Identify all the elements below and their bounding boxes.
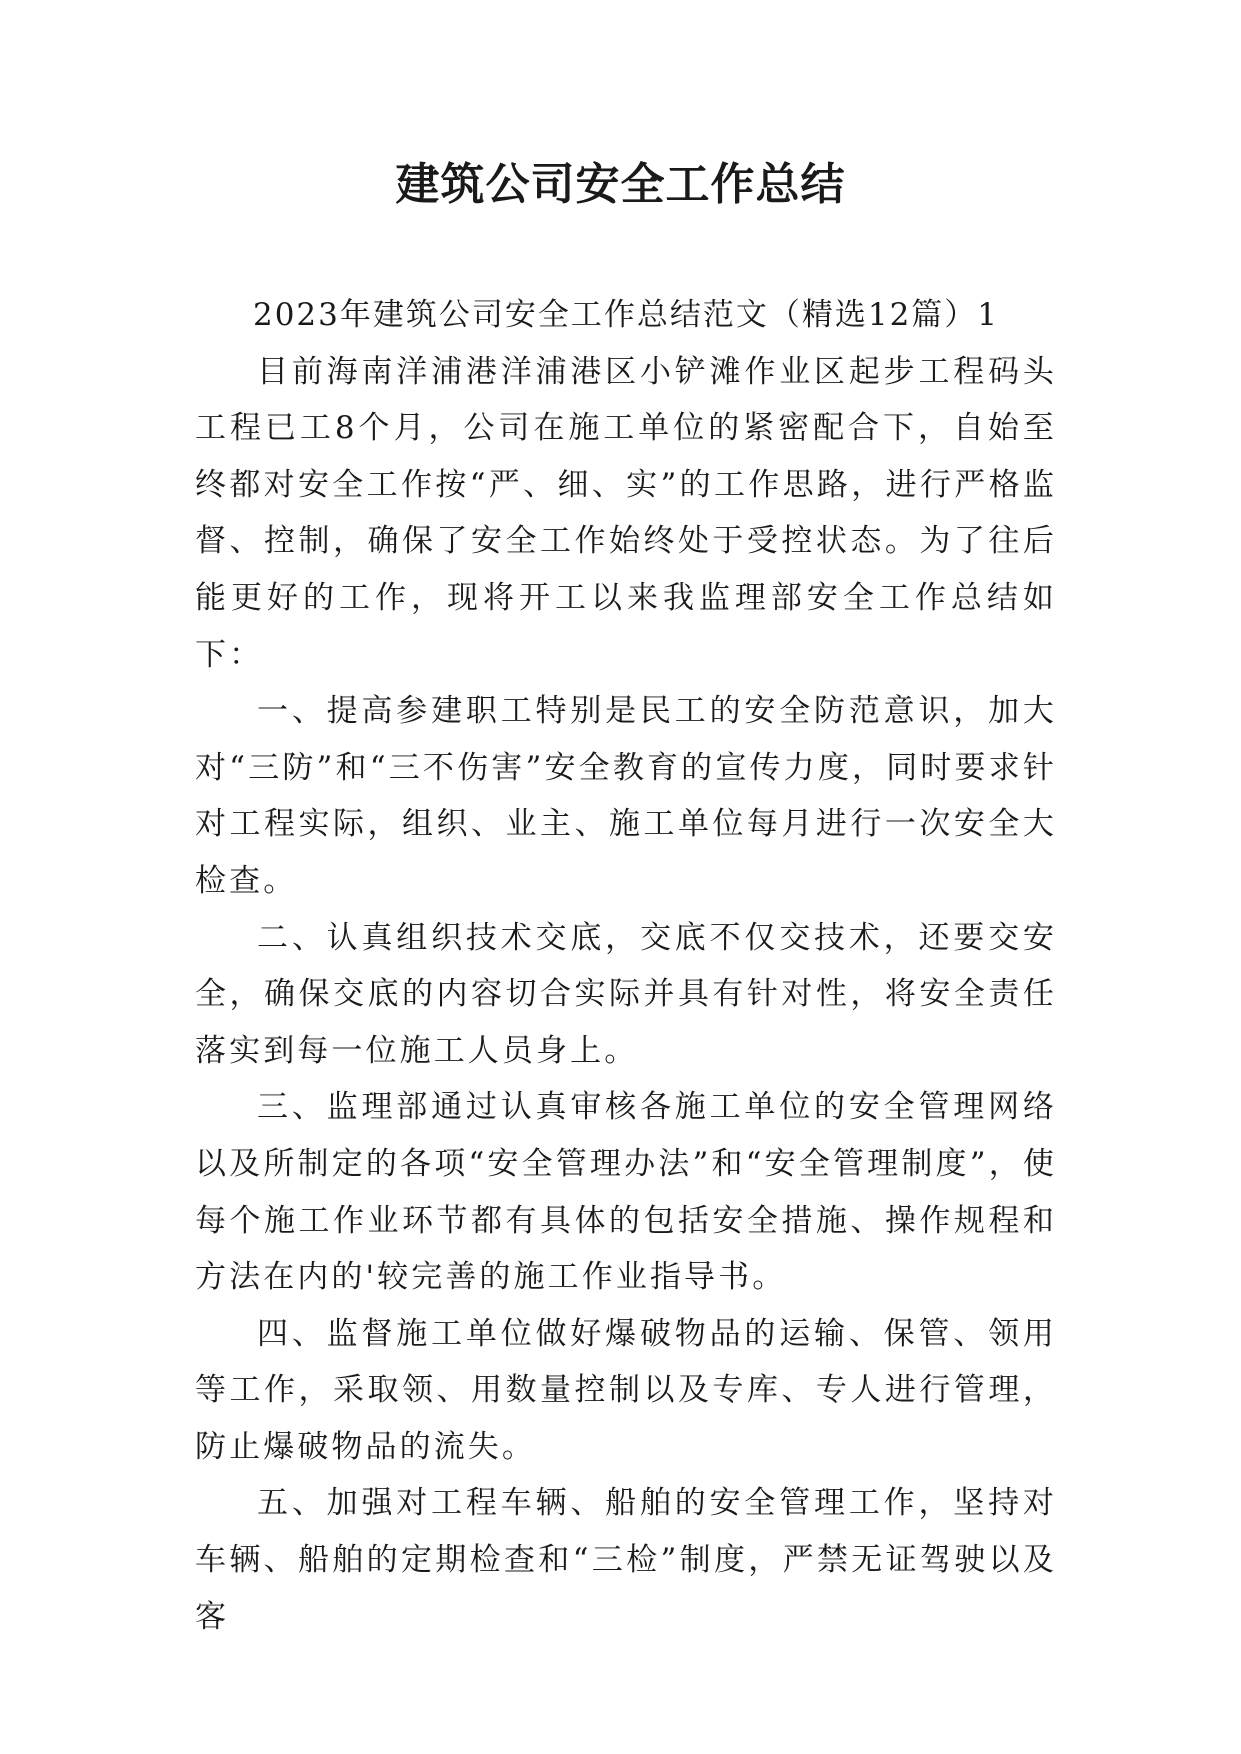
paragraph-point-5: 五、加强对工程车辆、船舶的安全管理工作，坚持对车辆、船舶的定期检查和“三检”制度，严禁无证驾驶以及客	[195, 1485, 1057, 1635]
paragraph-point-1: 一、提高参建职工特别是民工的安全防范意识，加大对“三防”和“三不伤害”安全教育的宣传力度，同时要求针对工程实际，组织、业主、施工单位每月进行一次安全大检查。	[195, 693, 1057, 899]
paragraph-point-2: 二、认真组织技术交底，交底不仅交技术，还要交安全，确保交底的内容切合实际并具有针对性，将安全责任落实到每一位施工人员身上。	[195, 919, 1057, 1069]
document-title: 建筑公司安全工作总结	[395, 159, 846, 210]
document-body	[195, 287, 1057, 1645]
paragraph-intro: 目前海南洋浦港洋浦港区小铲滩作业区起步工程码头工程已工8个月，公司在施工单位的紧密配合下，自始至终都对安全工作按“严、细、实”的工作思路，进行严格监督、控制，确保了安全工作始终处于受控状态。为了往后能更好的工作，现将开工以来我监理部安全工作总结如下：	[195, 353, 1057, 673]
paragraph-point-4: 四、监督施工单位做好爆破物品的运输、保管、领用等工作，采取领、用数量控制以及专库、专人进行管理，防止爆破物品的流失。	[195, 1315, 1057, 1465]
paragraph-point-3: 三、监理部通过认真审核各施工单位的安全管理网络以及所制定的各项“安全管理办法”和“安全管理制度”，使每个施工作业环节都有具体的包括安全措施、操作规程和方法在内的'较完善的施工作业指导书。	[195, 1089, 1057, 1296]
document-subtitle: 2023年建筑公司安全工作总结范文（精选12篇）1	[252, 297, 1000, 333]
